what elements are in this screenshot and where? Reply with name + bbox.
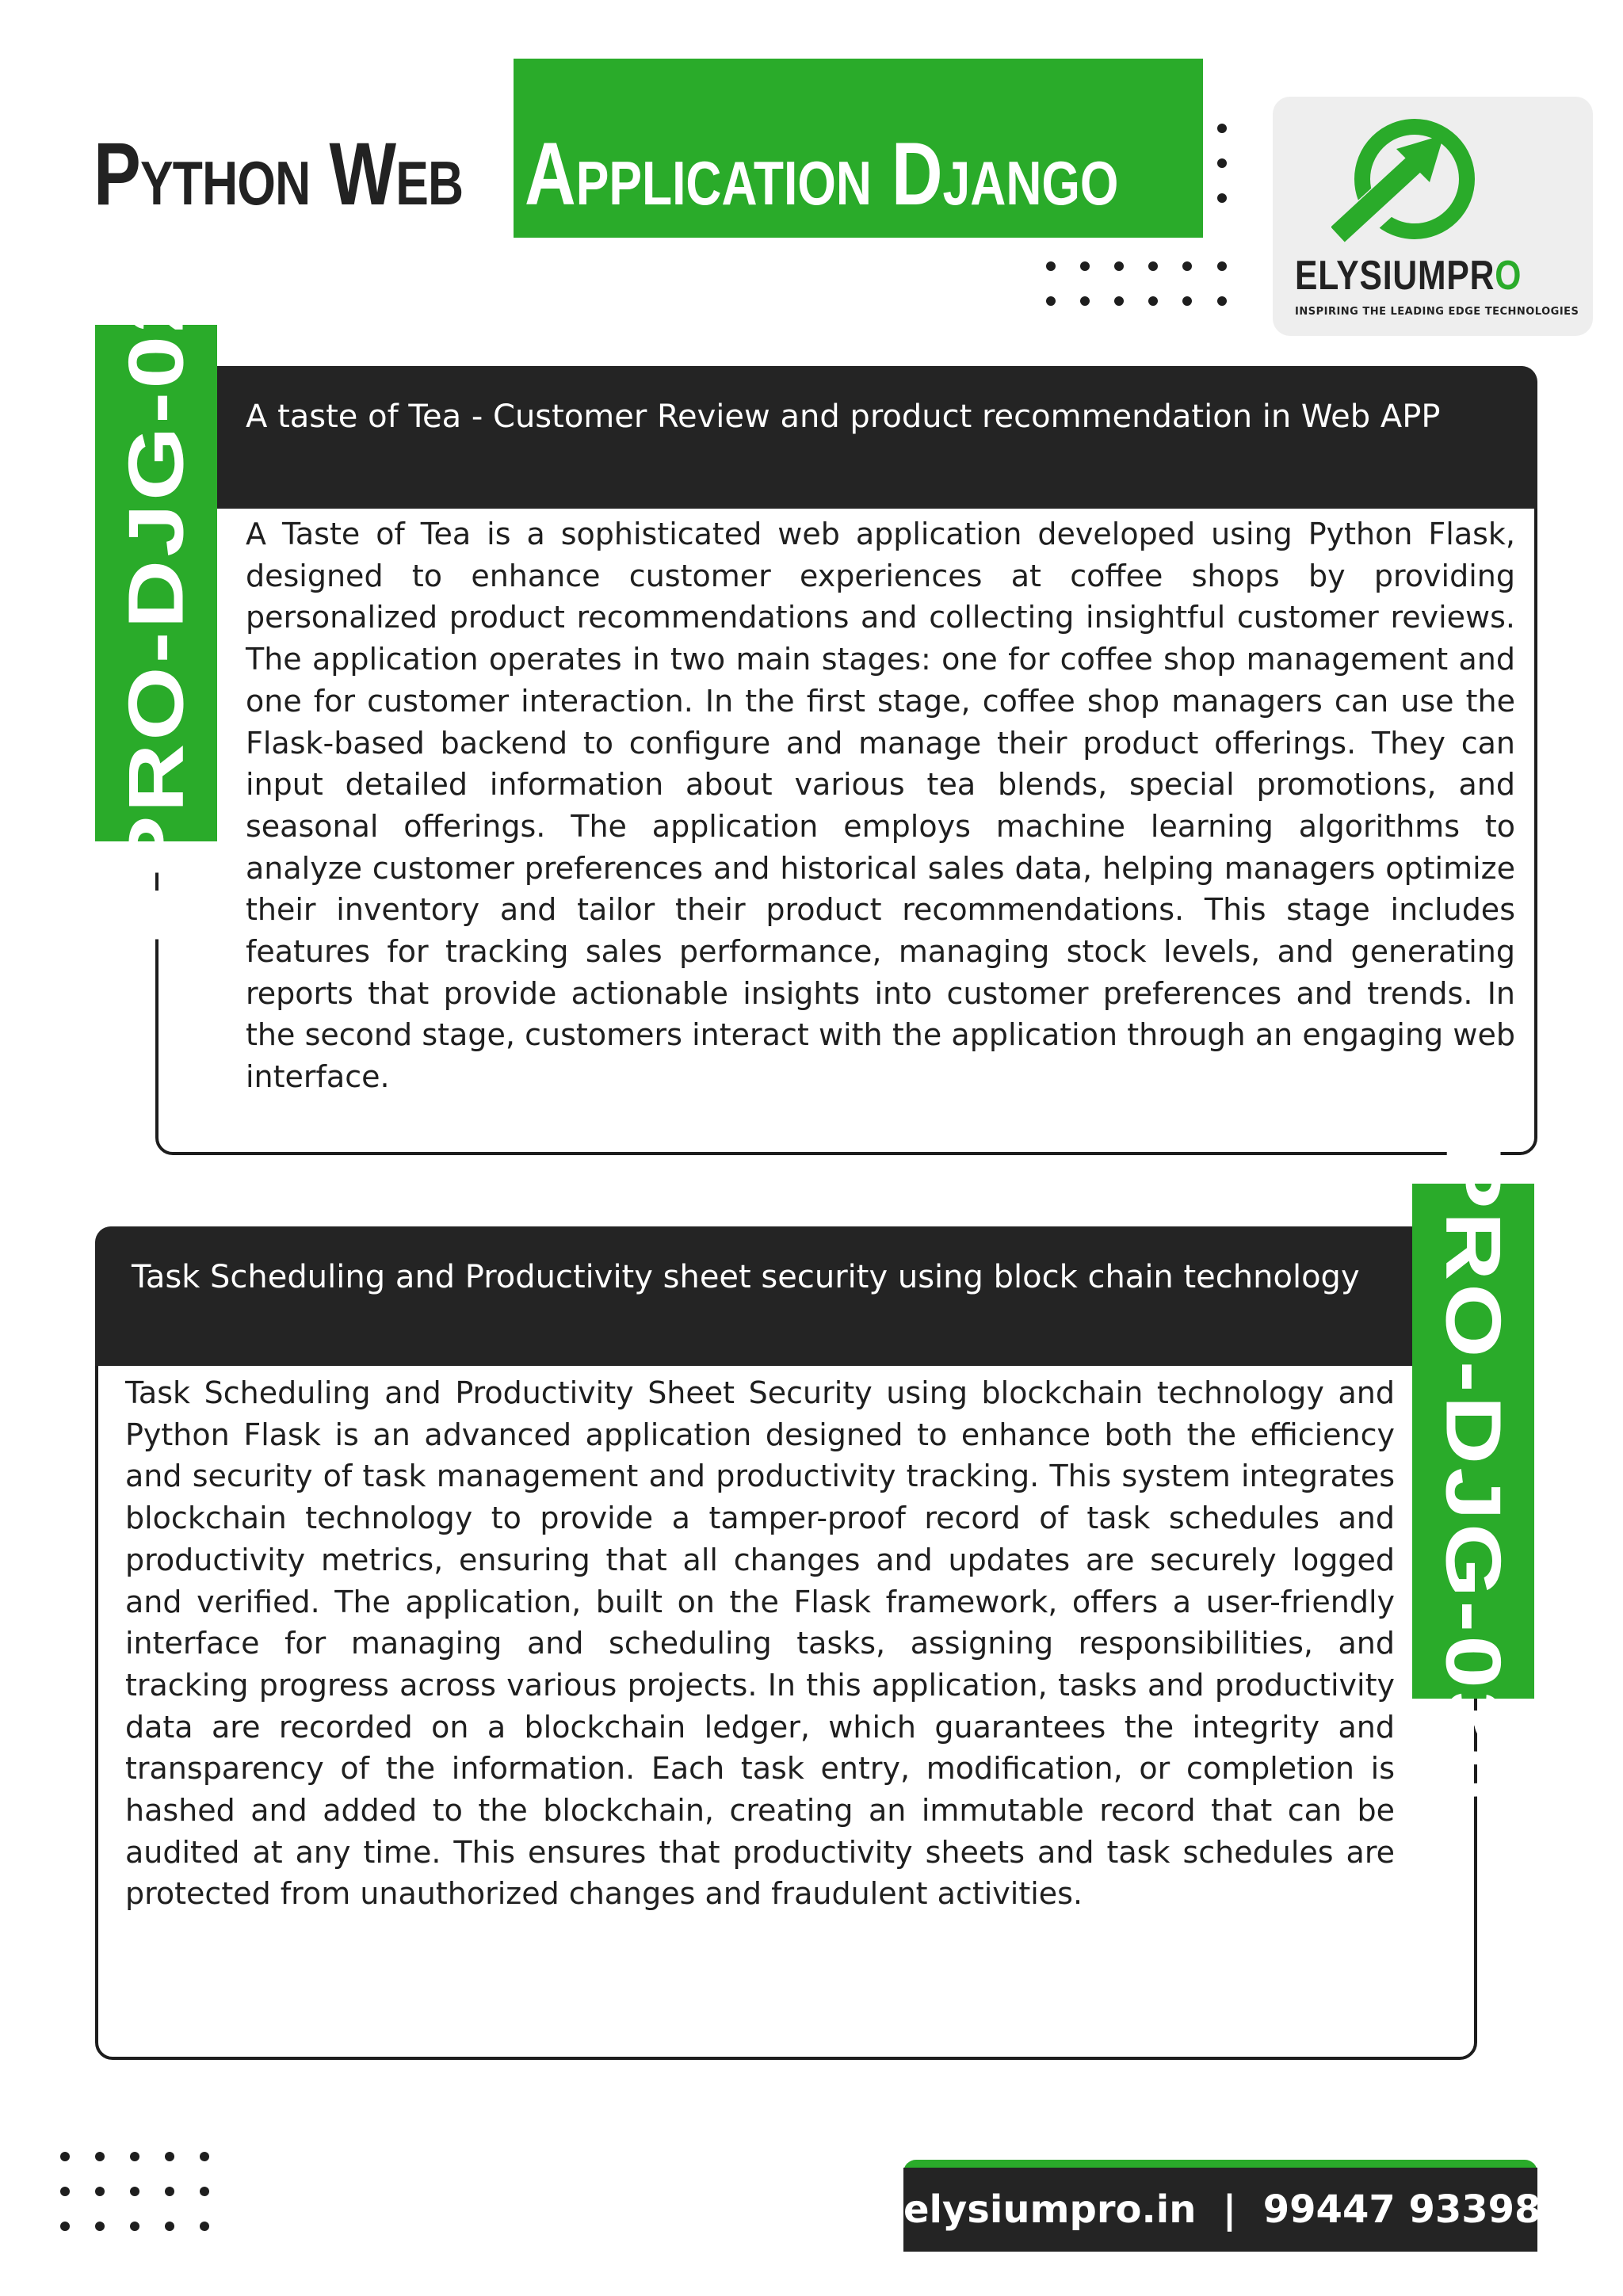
project-description-2: Task Scheduling and Productivity Sheet Security using blockchain technology and Python Flask is an advanced application designed to enhance both the efficiency and security of task management and productivity tracking. This system integrates blockchain technology to provide a tamper-proof record of task schedules and productivity metrics, ensuring that all changes and updates are securely logged and verified. The application, built on the Flask framework, offers a user-friendly interface for managing and scheduling tasks, assigning responsibilities, and tracking progress across various projects. In this application, tasks and productivity data are recorded on a blockchain ledger, which guarantees the integrity and transparency of the information. Each task entry, modification, or completion is hashed and added to the blockchain, creating an immutable record that can be audited at any time. This ensures that productivity sheets and task schedules are protected from unauthorized changes and fraudulent activities. (125, 1375, 1395, 1912)
project-description-1: A Taste of Tea is a sophisticated web application developed using Python Flask, designed to enhance customer experiences at coffee shops by providing personalized product recommendations and collecting insightful customer reviews. The application operates in two main stages: one for coffee shop management and one for customer interaction. In the first stage, coffee shop managers can use the Flask-based backend to configure and manage their product offerings. They can input detailed information about various tea blends, special promotions, and seasonal offerings. The application employs machine learning algorithms to analyze customer preferences and historical sales data, helping managers optimize their inventory and tailor their product recommendations. This stage includes features for tracking sales performance, managing stock levels, and generating reports that provide actionable insights into customer preferences and trends. In the second stage, customers interact with the application through an engaging web interface. (246, 517, 1515, 1095)
project-code-2: EPRO-DJG-030 (1430, 1078, 1517, 1804)
footer-contact: elysiumpro.in | 99447 93398 (903, 2168, 1537, 2252)
page-title-part1: Python Web (94, 124, 464, 223)
brand-name: ELYSIUMPRO (1295, 253, 1522, 299)
brand-tagline: INSPIRING THE LEADING EDGE TECHNOLOGIES (1295, 306, 1579, 318)
project-code-badge-2 (1412, 1078, 1534, 1804)
project-code-badge-1 (95, 220, 217, 946)
project-title-1: A taste of Tea - Customer Review and product recommendation in Web APP (198, 366, 1537, 509)
project-title-2: Task Scheduling and Productivity sheet security using block chain technology (95, 1226, 1434, 1366)
growth-arrow-icon (1331, 114, 1482, 249)
page-title-part2: Application Django (525, 124, 1119, 223)
project-code-1: EPRO-DJG-029 (113, 220, 200, 946)
